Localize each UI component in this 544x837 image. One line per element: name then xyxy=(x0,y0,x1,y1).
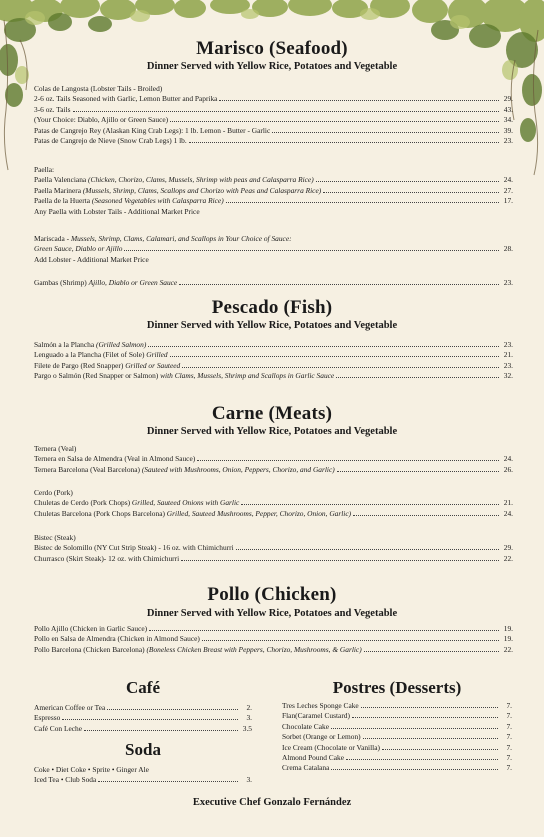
paella-list xyxy=(34,165,513,217)
cafe-list xyxy=(34,703,252,734)
menu-item: 2-6 oz. Tails Seasoned with Garlic, Lemon Butter and Paprika 29. xyxy=(34,94,513,104)
fish-subtitle: Dinner Served with Yellow Rice, Potatoes and Vegetable xyxy=(146,320,398,331)
menu-item: Flan(Caramel Custard) 7. xyxy=(282,711,512,721)
menu-item: Chocolate Cake 7. xyxy=(282,721,512,731)
menu-item: Paella Marinera (Mussels, Shrimp, Clams, Scallops and Chorizo with Peas and Calasparra Rice) 27. xyxy=(34,185,513,195)
veal-header: Ternera (Veal) xyxy=(34,444,77,453)
desserts-list xyxy=(282,701,512,774)
steak-header: Bistec (Steak) xyxy=(34,533,76,542)
menu-item: Paella de la Huerta (Seasoned Vegetables with Calasparra Rice) 17. xyxy=(34,196,513,206)
menu-item: Salmón a la Plancha (Grilled Salmon) 23. xyxy=(34,340,513,349)
seafood-subtitle: Dinner Served with Yellow Rice, Potatoes and Vegetable xyxy=(146,61,398,72)
chef-credit: Executive Chef Gonzalo Fernández xyxy=(192,797,352,808)
desserts-title: Postres (Desserts) xyxy=(332,678,462,697)
menu-item: Café Con Leche 3.5 xyxy=(34,723,252,733)
chicken-title: Pollo (Chicken) xyxy=(207,584,337,605)
veal-list xyxy=(34,444,513,475)
gambas-item: Gambas (Shrimp) Ajillo, Diablo or Green Sauce 23. xyxy=(34,278,513,287)
meats-subtitle: Dinner Served with Yellow Rice, Potatoes and Vegetable xyxy=(146,426,398,437)
soda-list xyxy=(34,765,252,786)
menu-item: Sorbet (Orange or Lemon) 7. xyxy=(282,732,512,742)
menu-item: Lenguado a la Plancha (Filet of Sole) Grilled 21. xyxy=(34,350,513,360)
fish-list xyxy=(34,340,513,382)
mariscada-item: Mariscada - Mussels, Shrimp, Clams, Calamari, and Scallops in Your Choice of Sauce: Green Sauce, Diablo or Ajillo 28. Add Lobster - Additional Market Price xyxy=(34,234,513,264)
menu-item: Churrasco (Skirt Steak)- 12 oz. with Chimichurri 22. xyxy=(34,553,513,563)
menu-item: Ternera en Salsa de Almendra (Veal in Almond Sauce) 24. xyxy=(34,454,513,464)
menu-item: Iced Tea • Club Soda 3. xyxy=(34,775,252,785)
soda-title: Soda xyxy=(125,740,161,759)
lobster-list xyxy=(34,84,513,146)
menu-item: Pollo Barcelona (Chicken Barcelona) (Boneless Chicken Breast with Peppers, Chorizo, Mushrooms, & Garlic) 22. xyxy=(34,644,513,654)
pork-list xyxy=(34,488,513,519)
pork-header: Cerdo (Pork) xyxy=(34,488,73,497)
chicken-subtitle: Dinner Served with Yellow Rice, Potatoes and Vegetable xyxy=(146,608,398,619)
fish-title: Pescado (Fish) xyxy=(211,297,333,318)
paella-header: Paella: xyxy=(34,165,55,174)
menu-item: Ternera Barcelona (Veal Barcelona) (Sauteed with Mushrooms, Onion, Peppers, Chorizo, and Garlic) 26. xyxy=(34,464,513,474)
menu-item: Chuletas Barcelona (Pork Chops Barcelona) Grilled, Sauteed Mushrooms, Pepper, Chorizo, Onion, Garlic) 24. xyxy=(34,508,513,518)
menu-item: American Coffee or Tea 2. xyxy=(34,703,252,712)
chicken-list xyxy=(34,624,513,655)
menu-item: Patas de Cangrejo de Nieve (Snow Crab Legs) 1 lb. 23. xyxy=(34,136,513,146)
menu-item: 3-6 oz. Tails 43. xyxy=(34,104,513,114)
cafe-title: Café xyxy=(126,678,160,697)
menu-item: Pollo en Salsa de Almendra (Chicken in Almond Sauce) 19. xyxy=(34,634,513,644)
menu-item: Ice Cream (Chocolate or Vanilla) 7. xyxy=(282,742,512,752)
menu-item: Espresso 3. xyxy=(34,713,252,723)
menu-item: Pollo Ajillo (Chicken in Garlic Sauce) 19. xyxy=(34,624,513,633)
menu-item: Bistec de Solomillo (NY Cut Strip Steak) - 16 oz. with Chimichurri 29. xyxy=(34,543,513,553)
menu-item: Patas de Cangrejo Rey (Alaskan King Crab Legs): 1 lb. Lemon - Butter - Garlic 39. xyxy=(34,125,513,135)
seafood-title: Marisco (Seafood) xyxy=(196,38,348,59)
menu-item: Tres Leches Sponge Cake 7. xyxy=(282,701,512,710)
menu-item: (Your Choice: Diablo, Ajillo or Green Sauce) 34. xyxy=(34,115,513,125)
menu-item: Paella Valenciana (Chicken, Chorizo, Clams, Mussels, Shrimp with peas and Calasparra Rice) 24. xyxy=(34,175,513,185)
paella-note: Any Paella with Lobster Tails - Additional Market Price xyxy=(34,206,200,216)
menu-item: Chuletas de Cerdo (Pork Chops) Grilled, Sauteed Onions with Garlic 21. xyxy=(34,498,513,508)
menu-item: Crema Catalana 7. xyxy=(282,763,512,773)
menu-item: Filete de Pargo (Red Snapper) Grilled or Sauteed 23. xyxy=(34,360,513,370)
meats-title: Carne (Meats) xyxy=(211,403,333,424)
steak-list xyxy=(34,533,513,564)
menu-item: Colas de Langosta (Lobster Tails - Broiled) xyxy=(34,84,163,93)
mariscada-note: Add Lobster - Additional Market Price xyxy=(34,254,149,264)
menu-item: Pargo o Salmón (Red Snapper or Salmon) with Clams, Mussels, Shrimp and Scallops in Garlic Sauce 32. xyxy=(34,371,513,381)
menu-item: Almond Pound Cake 7. xyxy=(282,753,512,763)
soda-line: Coke • Diet Coke • Sprite • Ginger Ale xyxy=(34,765,149,774)
